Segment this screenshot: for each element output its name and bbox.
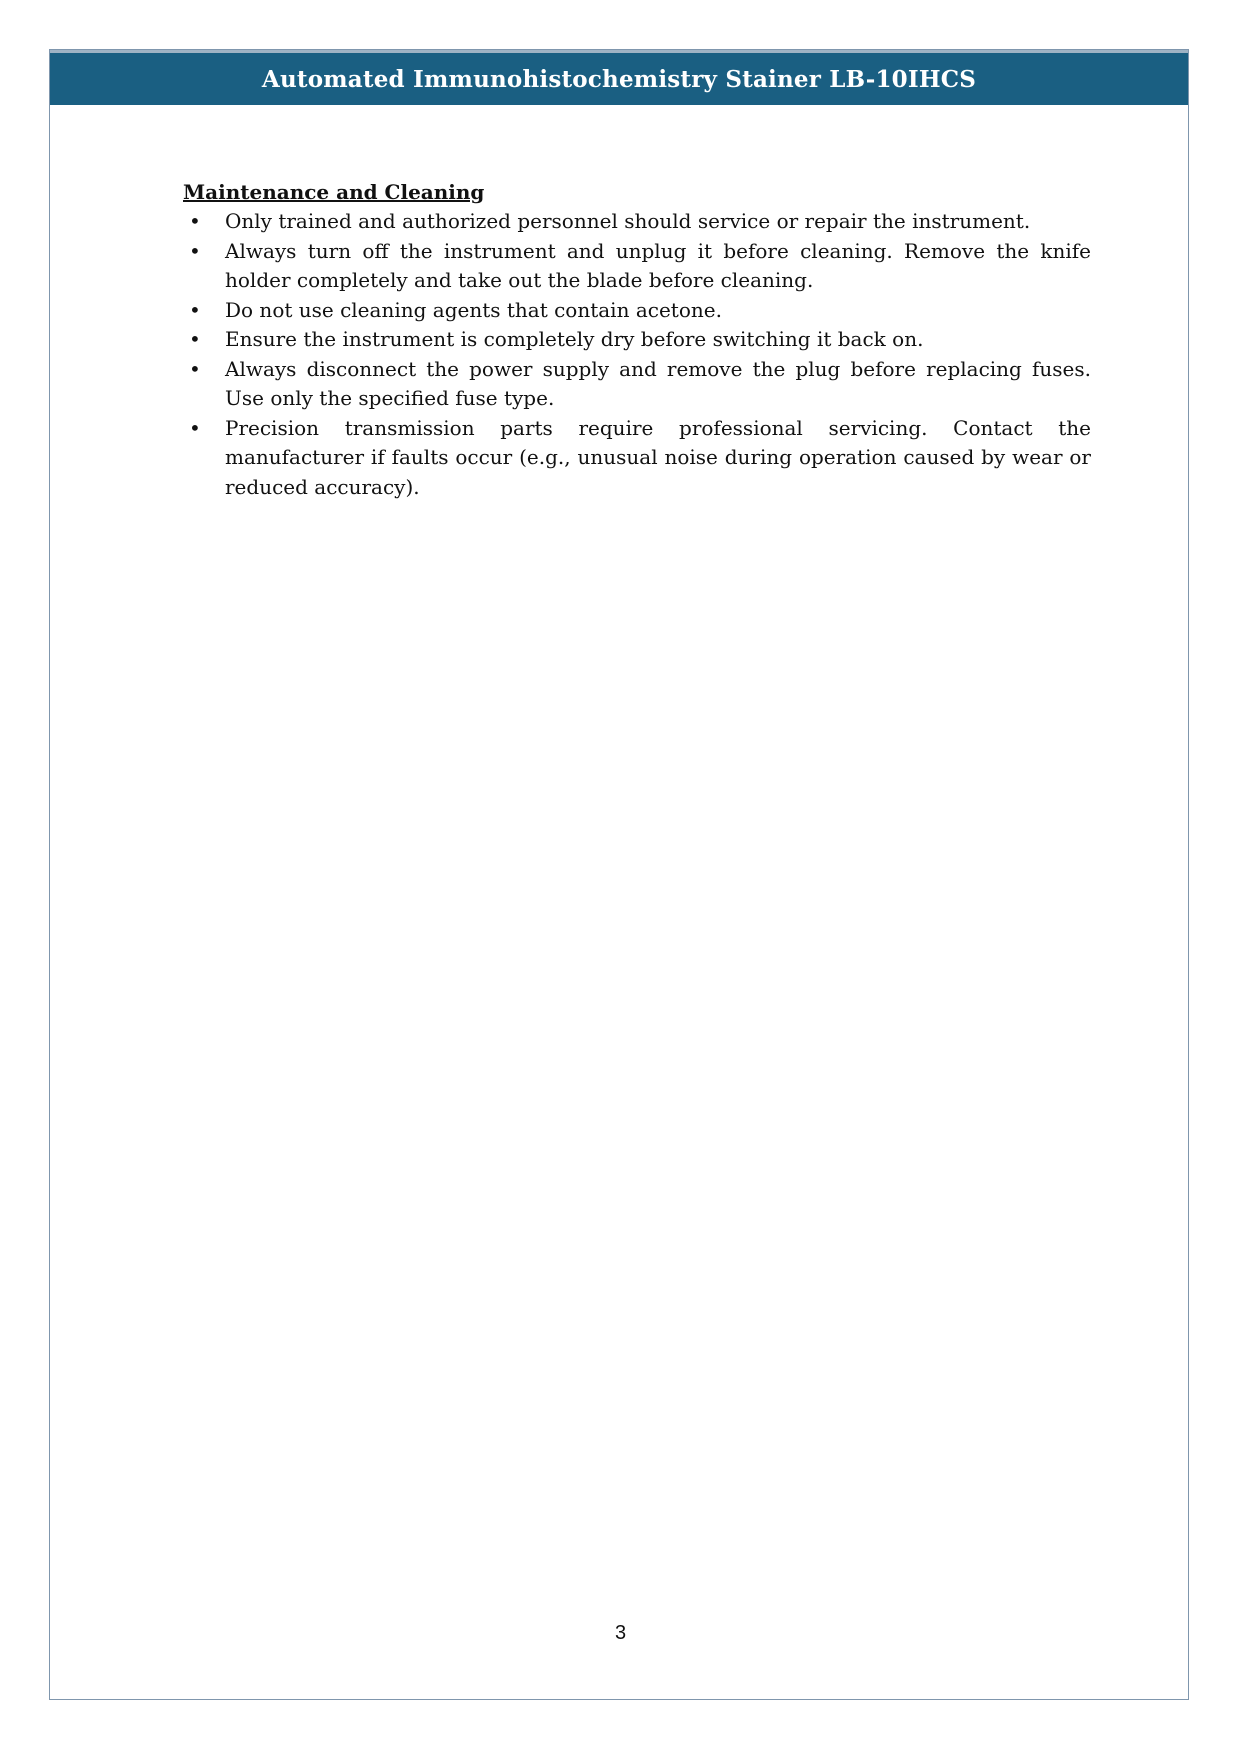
list-item: [183, 237, 1091, 296]
list-item: [183, 325, 1091, 355]
list-item: [183, 355, 1091, 414]
list-item-text: Ensure the instrument is completely dry before switching it back on.: [225, 327, 924, 351]
bullet-icon: •: [189, 327, 201, 351]
bullet-icon: •: [189, 356, 201, 381]
bullet-icon: •: [189, 415, 201, 440]
bullet-icon: •: [189, 297, 201, 322]
document-title: Automated Immunohistochemistry Stainer LB-10IHCS: [261, 65, 977, 93]
page-number: 3: [614, 1622, 627, 1644]
list-item: [183, 296, 1091, 326]
list-item-text: Do not use cleaning agents that contain acetone.: [225, 297, 722, 322]
section-heading: Maintenance and Cleaning: [183, 180, 485, 204]
list-item-text: Always disconnect the power supply and remove the plug before replacing fuses. Use only the specified fuse type.: [225, 356, 1091, 410]
bullet-list: [183, 207, 1091, 502]
header-band: [50, 50, 1188, 105]
list-item-text: Always turn off the instrument and unplug it before cleaning. Remove the knife holder completely and take out the blade before cleaning.: [225, 238, 1091, 292]
list-item: [183, 414, 1091, 503]
list-item: [183, 207, 1091, 237]
bullet-icon: •: [189, 238, 201, 263]
list-item-text: Only trained and authorized personnel should service or repair the instrument.: [225, 209, 1031, 233]
main-content: [183, 177, 1091, 502]
bullet-icon: •: [189, 209, 201, 233]
list-item-text: Precision transmission parts require professional servicing. Contact the manufacturer if faults occur (e.g., unusual noise during operation caused by wear or reduced accuracy).: [225, 415, 1091, 499]
